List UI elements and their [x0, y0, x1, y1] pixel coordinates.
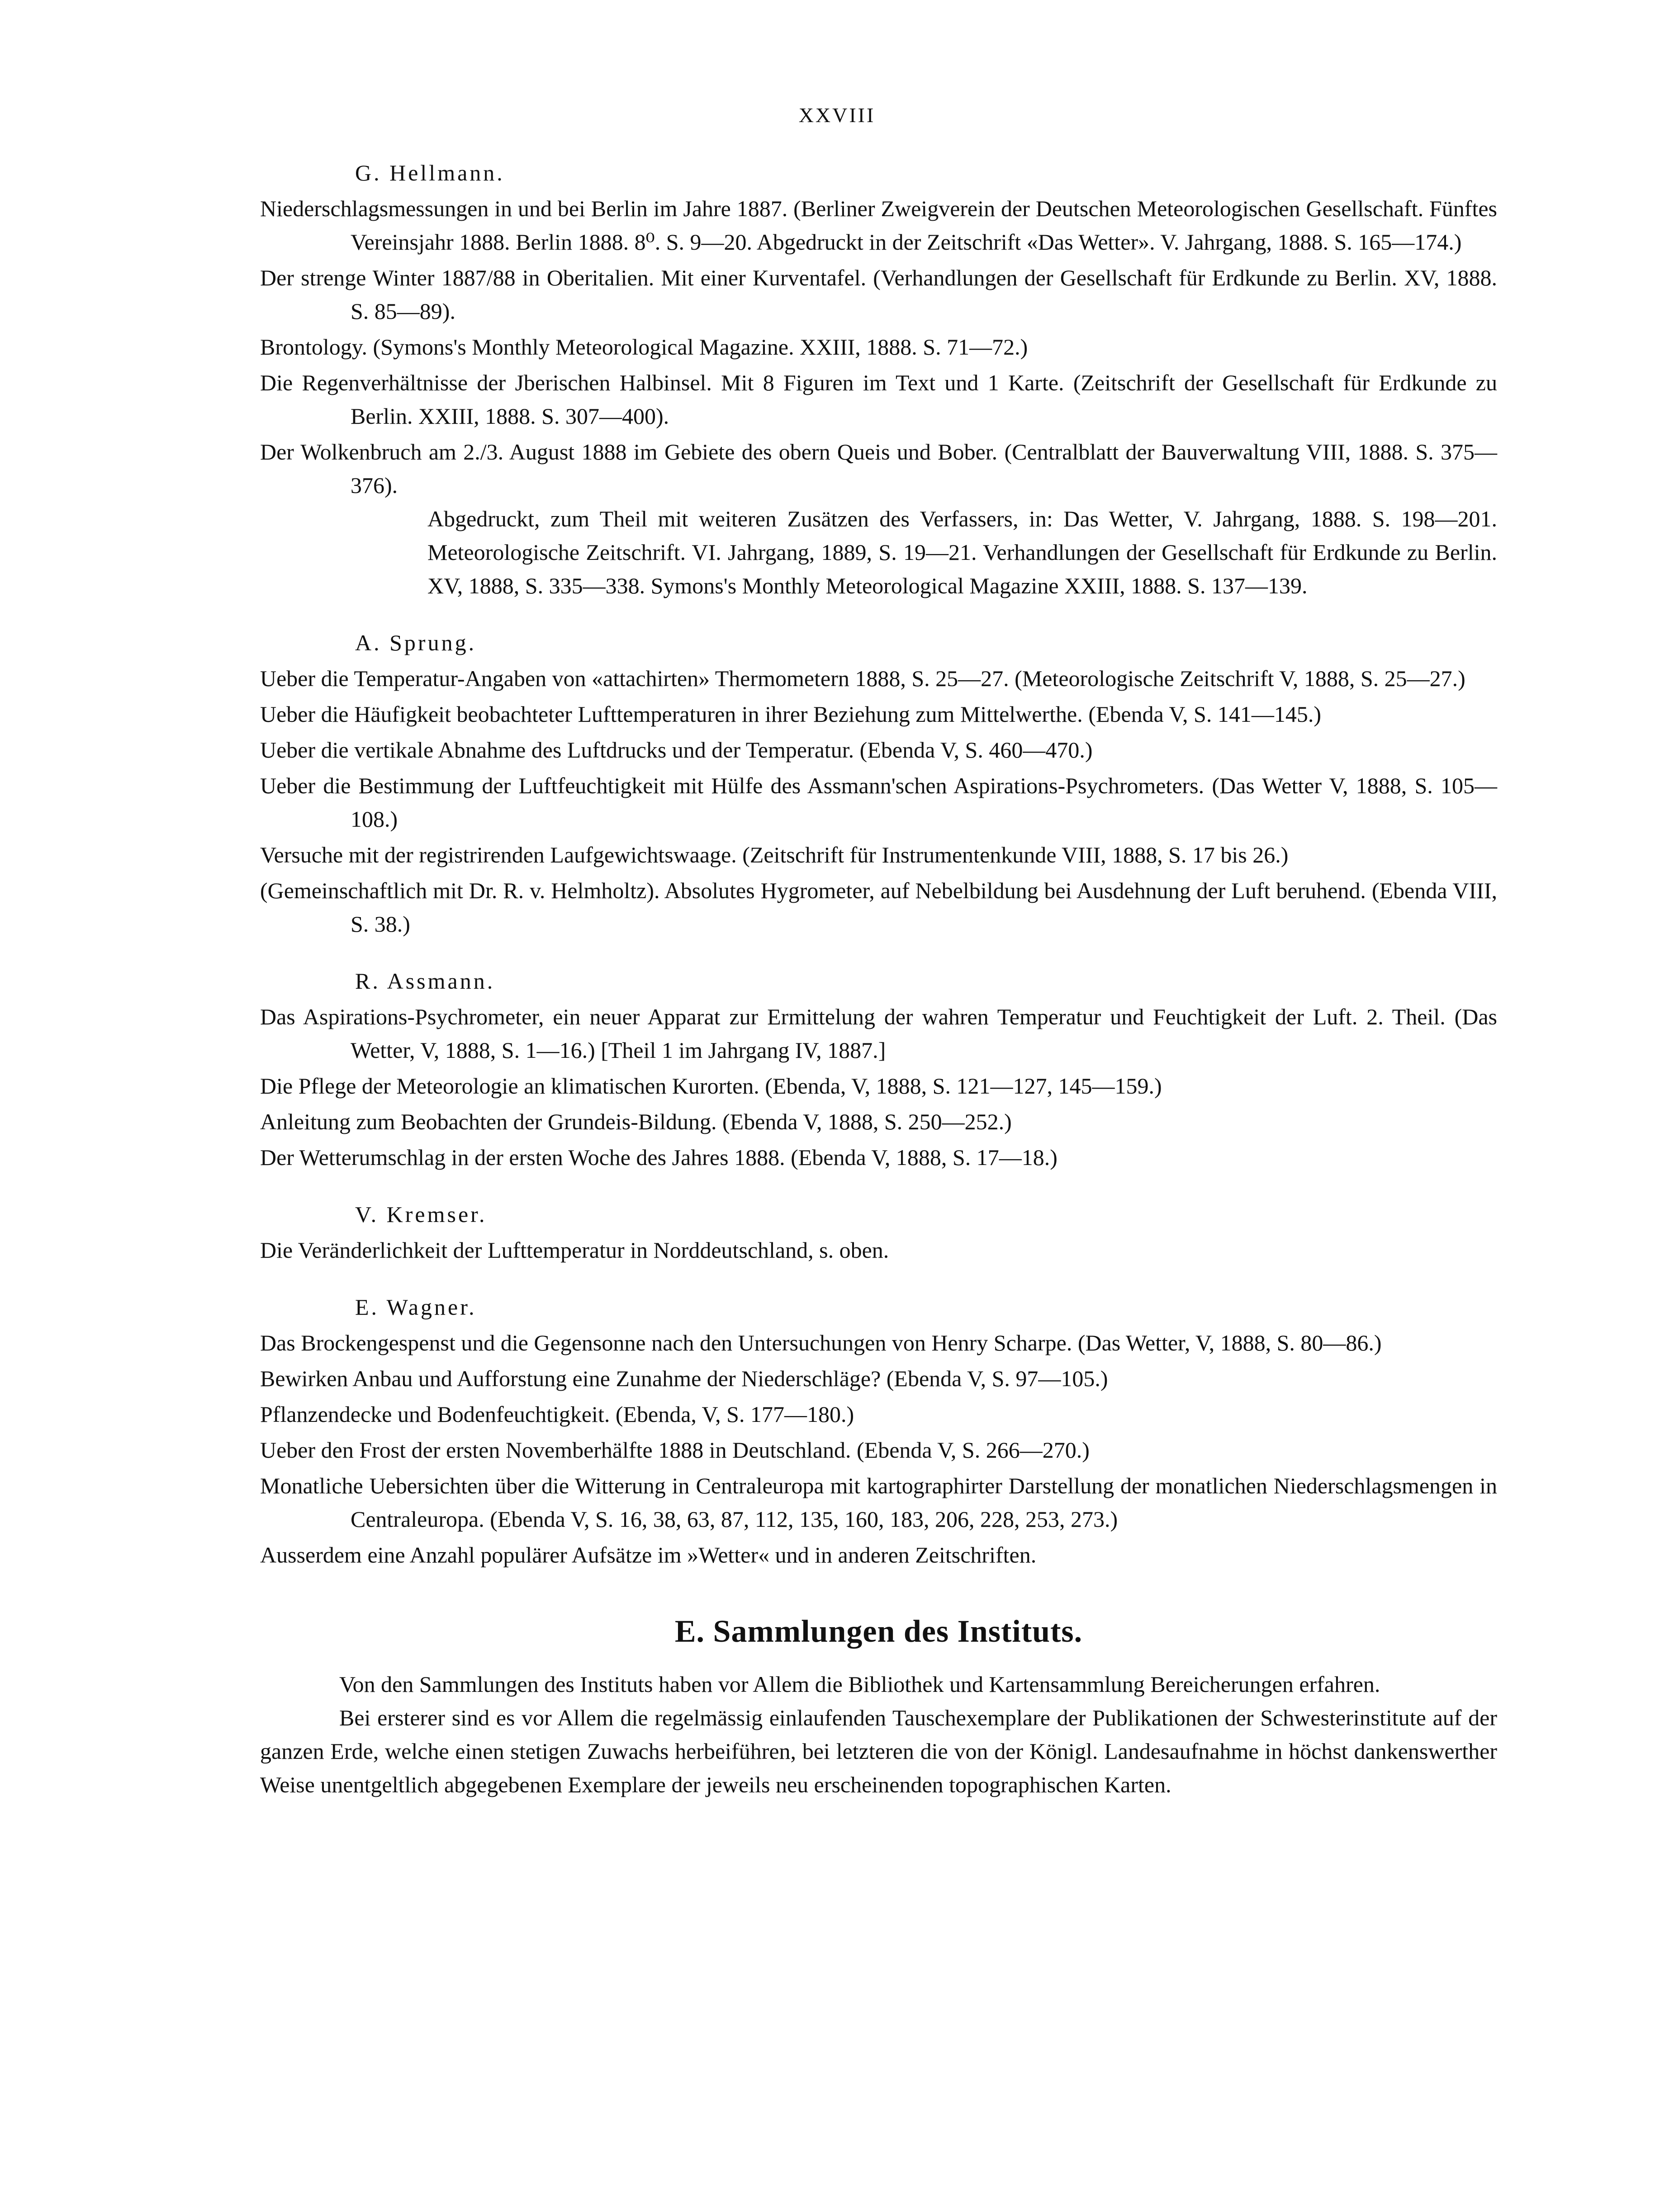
- author-heading: A. Sprung.: [355, 630, 477, 655]
- publication-entry: Das Brockengespenst und die Gegensonne nach den Untersuchungen von Henry Scharpe. (Das Wetter, V, 1888, S. 80—86.): [260, 1330, 1382, 1355]
- page-number: XXVIII: [798, 104, 876, 127]
- publication-entry: Die Veränderlichkeit der Lufttemperatur in Norddeutschland, s. oben.: [260, 1237, 889, 1263]
- publication-list: [260, 156, 1497, 1801]
- publication-entry: Bewirken Anbau und Aufforstung eine Zunahme der Niederschläge? (Ebenda V, S. 97—105.): [260, 1366, 1108, 1391]
- publication-entry: Brontology. (Symons's Monthly Meteorological Magazine. XXIII, 1888. S. 71—72.): [260, 334, 1028, 360]
- body-paragraph: Von den Sammlungen des Instituts haben vor Allem die Bibliothek und Kartensammlung Bereicherungen erfahren.: [339, 1672, 1380, 1697]
- publication-entry: Ueber die Bestimmung der Luftfeuchtigkeit mit Hülfe des Assmann'schen Aspirations-Psychrometers. (Das Wetter V, 1888, S. 105—108.): [260, 773, 1497, 832]
- body-paragraph: Bei ersterer sind es vor Allem die regelmässig einlaufenden Tauschexemplare der Publikationen der Schwesterinstitute auf der ganzen Erde, welche einen stetigen Zuwachs herbeiführen, bei letzteren die von der Königl. Landesaufnahme in höchst dankenswerther Weise unentgeltlich abgegebenen Exemplare der jeweils neu erscheinenden topographischen Karten.: [260, 1705, 1497, 1797]
- publication-entry: Versuche mit der registrirenden Laufgewichtswaage. (Zeitschrift für Instrumentenkunde VIII, 1888, S. 17 bis 26.): [260, 842, 1289, 867]
- publication-entry: Der Wetterumschlag in der ersten Woche des Jahres 1888. (Ebenda V, 1888, S. 17—18.): [260, 1145, 1058, 1170]
- section-title: E. Sammlungen des Instituts.: [674, 1614, 1083, 1649]
- author-heading: G. Hellmann.: [355, 160, 505, 185]
- publication-entry: Pflanzendecke und Bodenfeuchtigkeit. (Ebenda, V, S. 177—180.): [260, 1402, 854, 1427]
- publication-entry: Der strenge Winter 1887/88 in Oberitalien. Mit einer Kurventafel. (Verhandlungen der Gesellschaft für Erdkunde zu Berlin. XV, 1888. S. 85—89).: [260, 265, 1497, 324]
- reprint-note: Abgedruckt, zum Theil mit weiteren Zusätzen des Verfassers, in: Das Wetter, V. Jahrgang, 1888. S. 198—201. Meteorologische Zeitschrift. VI. Jahrgang, 1889, S. 19—21. Verhandlungen der Gesellschaft für Erdkunde zu Berlin. XV, 1888, S. 335—338. Symons's Monthly Meteorological Magazine XXIII, 1888. S. 137—139.: [427, 506, 1497, 598]
- publication-entry: Ueber die Häufigkeit beobachteter Lufttemperaturen in ihrer Beziehung zum Mittelwerthe. (Ebenda V, S. 141—145.): [260, 701, 1321, 727]
- publication-entry: Anleitung zum Beobachten der Grundeis-Bildung. (Ebenda V, 1888, S. 250—252.): [260, 1109, 1012, 1134]
- publication-entry: Die Regenverhältnisse der Jberischen Halbinsel. Mit 8 Figuren im Text und 1 Karte. (Zeitschrift der Gesellschaft für Erdkunde zu Berlin. XXIII, 1888. S. 307—400).: [260, 370, 1497, 429]
- publication-entry: Der Wolkenbruch am 2./3. August 1888 im Gebiete des obern Queis und Bober. (Centralblatt der Bauverwaltung VIII, 1888. S. 375—376).: [260, 439, 1497, 498]
- publication-entry: Die Pflege der Meteorologie an klimatischen Kurorten. (Ebenda, V, 1888, S. 121—127, 145—159.): [260, 1073, 1162, 1099]
- publication-entry: Ueber den Frost der ersten Novemberhälfte 1888 in Deutschland. (Ebenda V, S. 266—270.): [260, 1437, 1090, 1463]
- author-heading: R. Assmann.: [355, 968, 495, 994]
- publication-entry: Ausserdem eine Anzahl populärer Aufsätze im »Wetter« und in anderen Zeitschriften.: [260, 1542, 1037, 1568]
- author-heading: E. Wagner.: [355, 1294, 477, 1320]
- publication-entry: Ueber die Temperatur-Angaben von «attachirten» Thermometern 1888, S. 25—27. (Meteorologische Zeitschrift V, 1888, S. 25—27.): [260, 666, 1465, 691]
- publication-entry: Das Aspirations-Psychrometer, ein neuer Apparat zur Ermittelung der wahren Temperatur und Feuchtigkeit der Luft. 2. Theil. (Das Wetter, V, 1888, S. 1—16.) [Theil 1 im Jahrgang IV, 1887.]: [260, 1004, 1497, 1063]
- publication-entry: Ueber die vertikale Abnahme des Luftdrucks und der Temperatur. (Ebenda V, S. 460—470.): [260, 737, 1093, 763]
- publication-entry: Niederschlagsmessungen in und bei Berlin im Jahre 1887. (Berliner Zweigverein der Deutschen Meteorologischen Gesellschaft. Fünftes Vereinsjahr 1888. Berlin 1888. 8⁰. S. 9—20. Abgedruckt in der Zeitschrift «Das Wetter». V. Jahrgang, 1888. S. 165—174.): [260, 196, 1497, 255]
- publication-entry: (Gemeinschaftlich mit Dr. R. v. Helmholtz). Absolutes Hygrometer, auf Nebelbildung bei Ausdehnung der Luft beruhend. (Ebenda VIII, S. 38.): [260, 878, 1497, 937]
- publication-entry: Monatliche Uebersichten über die Witterung in Centraleuropa mit kartographirter Darstellung der monatlichen Niederschlagsmengen in Centraleuropa. (Ebenda V, S. 16, 38, 63, 87, 112, 135, 160, 183, 206, 228, 253, 273.): [260, 1473, 1497, 1532]
- author-heading: V. Kremser.: [355, 1202, 487, 1227]
